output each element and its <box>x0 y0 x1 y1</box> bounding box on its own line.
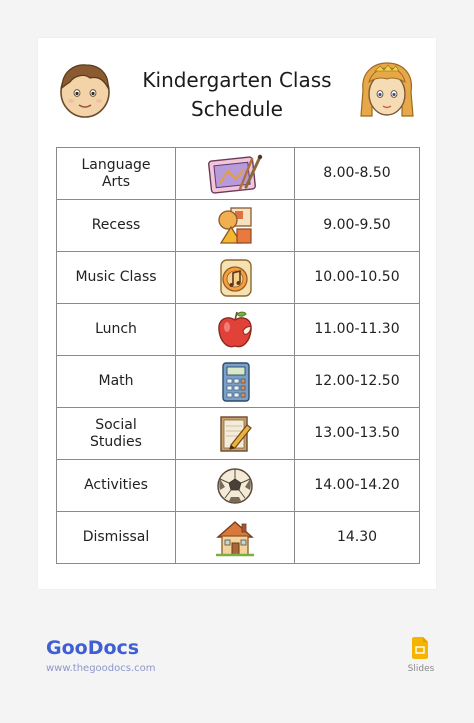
document-title <box>38 66 436 124</box>
activity-cell: Dismissal <box>57 512 176 564</box>
paint-palette-icon <box>206 153 264 195</box>
calculator-icon <box>215 361 255 403</box>
table-row <box>57 200 420 252</box>
activity-cell <box>57 148 176 200</box>
google-slides-icon <box>412 637 428 659</box>
activity-cell: Recess <box>57 200 176 252</box>
house-icon <box>214 517 256 559</box>
schedule-table <box>56 147 420 564</box>
icon-cell <box>176 304 295 356</box>
notepad-pencil-icon <box>215 413 255 455</box>
time-cell: 12.00-12.50 <box>295 356 420 408</box>
title-line-2: Schedule <box>191 97 283 121</box>
activity-cell: Math <box>57 356 176 408</box>
slides-label: Slides <box>407 664 435 674</box>
icon-cell <box>176 460 295 512</box>
time-cell: 8.00-8.50 <box>295 148 420 200</box>
activity-label: Social Studies <box>90 416 142 450</box>
icon-cell <box>176 148 295 200</box>
time-cell: 13.00-13.50 <box>295 408 420 460</box>
activity-cell: Activities <box>57 460 176 512</box>
table-row <box>57 512 420 564</box>
time-cell: 14.00-14.20 <box>295 460 420 512</box>
toy-blocks-icon <box>215 205 255 247</box>
activity-cell <box>57 408 176 460</box>
soccer-ball-icon <box>215 465 255 507</box>
table-row <box>57 460 420 512</box>
icon-cell <box>176 356 295 408</box>
table-row <box>57 252 420 304</box>
goodocs-url[interactable]: www.thegoodocs.com <box>46 663 156 674</box>
music-note-icon <box>215 257 255 299</box>
goodocs-logo[interactable]: GooDocs <box>46 637 140 659</box>
activity-cell: Music Class <box>57 252 176 304</box>
table-row <box>57 408 420 460</box>
time-cell: 14.30 <box>295 512 420 564</box>
table-row <box>57 356 420 408</box>
title-line-1: Kindergarten Class <box>142 68 332 92</box>
icon-cell <box>176 408 295 460</box>
time-cell: 11.00-11.30 <box>295 304 420 356</box>
activity-label: Language Arts <box>81 156 151 190</box>
time-cell: 10.00-10.50 <box>295 252 420 304</box>
time-cell: 9.00-9.50 <box>295 200 420 252</box>
icon-cell <box>176 512 295 564</box>
icon-cell <box>176 200 295 252</box>
icon-cell <box>176 252 295 304</box>
table-row <box>57 304 420 356</box>
schedule-document <box>38 38 436 589</box>
table-row <box>57 148 420 200</box>
apple-icon <box>215 309 255 351</box>
activity-cell: Lunch <box>57 304 176 356</box>
